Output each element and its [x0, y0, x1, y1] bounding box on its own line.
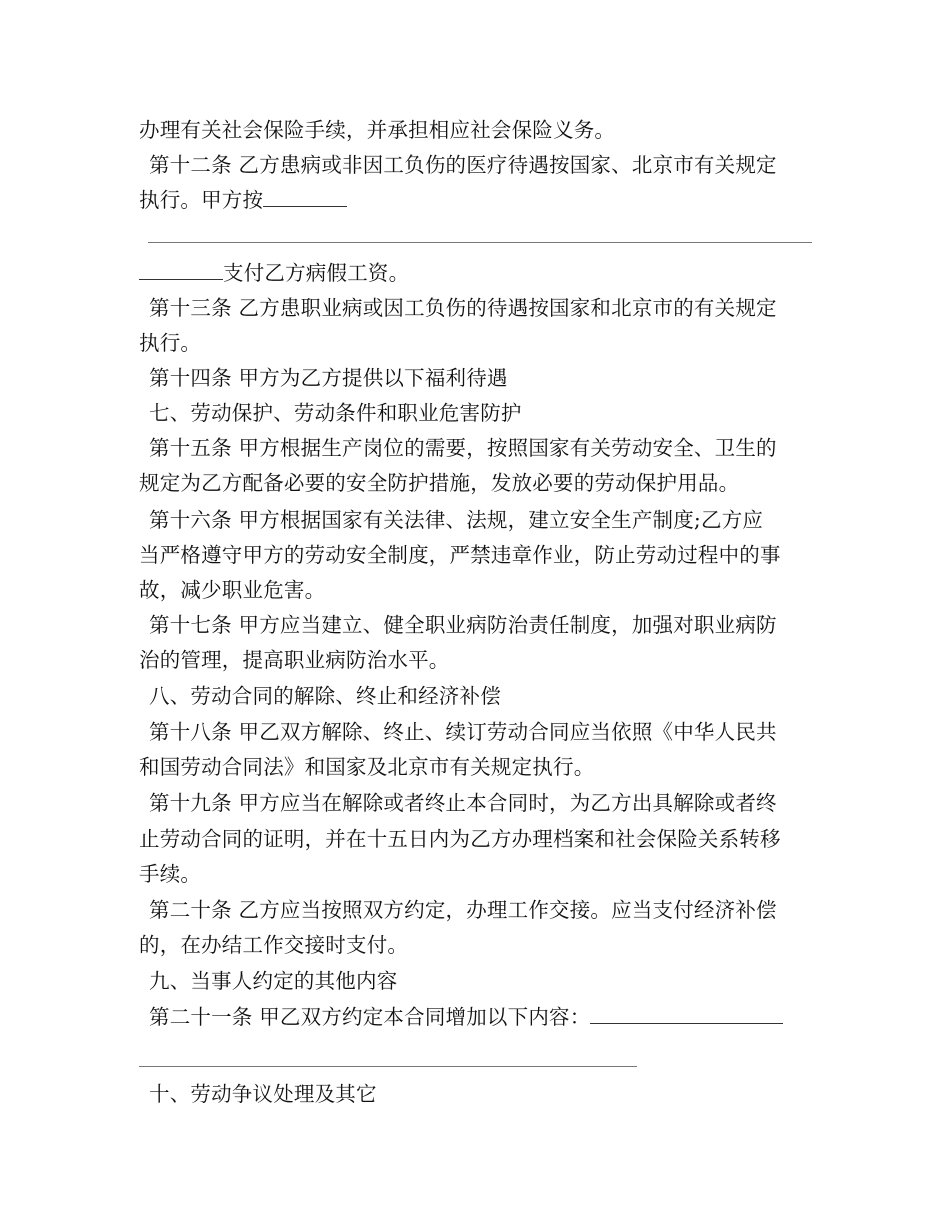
- article-20-line-1: 第二十条 乙方应当按照双方约定，办理工作交接。应当支付经济补偿: [149, 898, 777, 922]
- article-18-line-1: 第十八条 甲乙双方解除、终止、续订劳动合同应当依照《中华人民共: [149, 720, 777, 744]
- article-19-line-1: 第十九条 甲方应当在解除或者终止本合同时，为乙方出具解除或者终: [149, 791, 777, 815]
- article-18-line-2: 和国劳动合同法》和国家及北京市有关规定执行。: [139, 755, 595, 779]
- article-12-line-1: 第十二条 乙方患病或非因工负伤的医疗待遇按国家、北京市有关规定: [149, 153, 777, 177]
- article-17-line-2: 治的管理，提高职业病防治水平。: [139, 648, 450, 672]
- article-17-line-1: 第十七条 甲方应当建立、健全职业病防治责任制度，加强对职业病防: [149, 613, 777, 637]
- fill-in-blank: [139, 261, 223, 280]
- article-16-line-1: 第十六条 甲方根据国家有关法律、法规，建立安全生产制度;乙方应: [149, 508, 764, 532]
- article-13-line-1: 第十三条 乙方患职业病或因工负伤的待遇按国家和北京市的有关规定: [149, 296, 777, 320]
- fill-in-blank: [590, 1005, 783, 1024]
- fill-in-blank: [263, 188, 347, 207]
- section-9-heading: 九、当事人约定的其他内容: [149, 969, 398, 993]
- fill-in-rule: [139, 1066, 637, 1067]
- article-19-line-3: 手续。: [139, 862, 202, 886]
- section-8-heading: 八、劳动合同的解除、终止和经济补偿: [149, 684, 501, 708]
- article-20-line-2: 的，在办结工作交接时支付。: [139, 933, 409, 957]
- article-15-line-2: 规定为乙方配备必要的安全防护措施，发放必要的劳动保护用品。: [139, 471, 740, 495]
- article-12-line-2: 执行。甲方按: [139, 183, 819, 217]
- text-line: 办理有关社会保险手续，并承担相应社会保险义务。: [139, 118, 616, 142]
- article-14-line: 第十四条 甲方为乙方提供以下福利待遇: [149, 366, 508, 390]
- section-10-heading: 十、劳动争议处理及其它: [149, 1082, 377, 1106]
- section-7-heading: 七、劳动保护、劳动条件和职业危害防护: [149, 401, 522, 425]
- article-16-line-2: 当严格遵守甲方的劳动安全制度，严禁违章作业，防止劳动过程中的事: [139, 543, 781, 567]
- article-12-line-3: 支付乙方病假工资。: [139, 256, 819, 290]
- fill-in-rule: [148, 242, 812, 243]
- article-15-line-1: 第十五条 甲方根据生产岗位的需要，按照国家有关劳动安全、卫生的: [149, 436, 777, 460]
- article-16-line-3: 故，减少职业危害。: [139, 578, 326, 602]
- article-13-line-2: 执行。: [139, 331, 202, 355]
- article-21-line: 第二十一条 甲乙双方约定本合同增加以下内容：: [139, 1000, 829, 1034]
- article-19-line-2: 止劳动合同的证明，并在十五日内为乙方办理档案和社会保险关系转移: [139, 827, 781, 851]
